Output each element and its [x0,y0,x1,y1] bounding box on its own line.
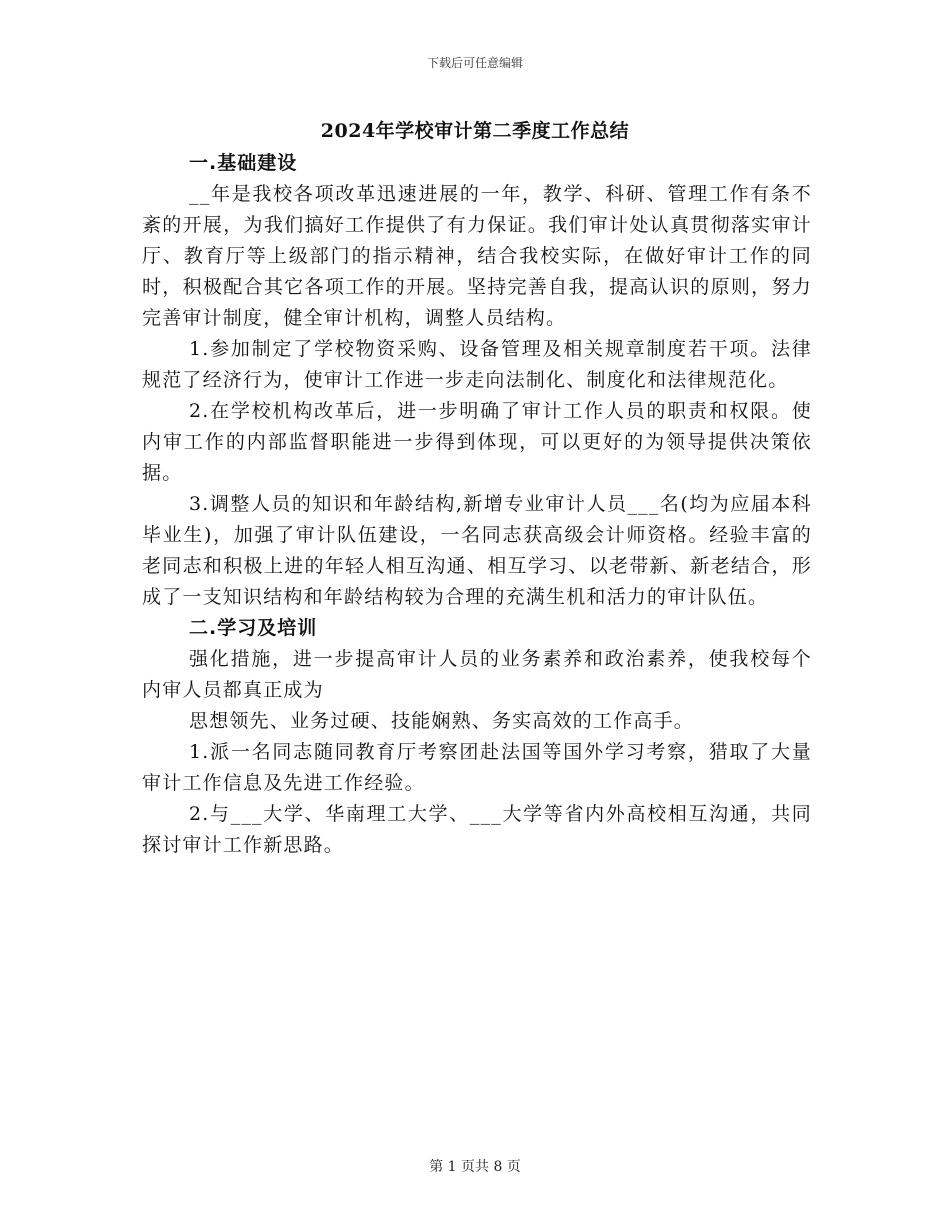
section-heading-study-training: 二.学习及培训 [189,617,318,639]
header-note: 下载后可任意编辑 [426,56,523,70]
paragraph: 2.与___大学、华南理工大学、___大学等省内外高校相互沟通，共同探讨审计工作新思路。 [142,803,812,856]
section-heading-basic-construction: 一.基础建设 [189,152,298,174]
paragraph: 3.调整人员的知识和年龄结构,新增专业审计人员___名(均为应届本科毕业生)，加强了审计队伍建设，一名同志获高级会计师资格。经验丰富的老同志和积极上进的年轻人相互沟通、相互学习、以老带新、新老结合，形成了一支知识结构和年龄结构较为合理的充满生机和活力的审计队伍。 [142,493,812,608]
paragraph: __年是我校各项改革迅速进展的一年，教学、科研、管理工作有条不紊的开展，为我们搞好工作提供了有力保证。我们审计处认真贯彻落实审计厅、教育厅等上级部门的指示精神，结合我校实际，在做好审计工作的同时，积极配合其它各项工作的开展。坚持完善自我，提高认识的原则，努力完善审计制度，健全审计机构，调整人员结构。 [142,183,812,329]
paragraph: 1.派一名同志随同教育厅考察团赴法国等国外学习考察，猎取了大量审计工作信息及先进工作经验。 [142,741,812,794]
paragraph: 2.在学校机构改革后，进一步明确了审计工作人员的职责和权限。使内审工作的内部监督职能进一步得到体现，可以更好的为领导提供决策依据。 [142,400,812,484]
paragraph: 1.参加制定了学校物资采购、设备管理及相关规章制度若干项。法律规范了经济行为，使审计工作进一步走向法制化、制度化和法律规范化。 [142,338,812,391]
document-body [142,148,812,861]
paragraph: 强化措施，进一步提高审计人员的业务素养和政治素养，使我校每个内审人员都真正成为 [142,648,812,701]
page-number: 第 1 页共 8 页 [429,1159,521,1175]
paragraph: 思想领先、业务过硬、技能娴熟、务实高效的工作高手。 [189,710,695,732]
document-title: 2024年学校审计第二季度工作总结 [320,120,630,142]
